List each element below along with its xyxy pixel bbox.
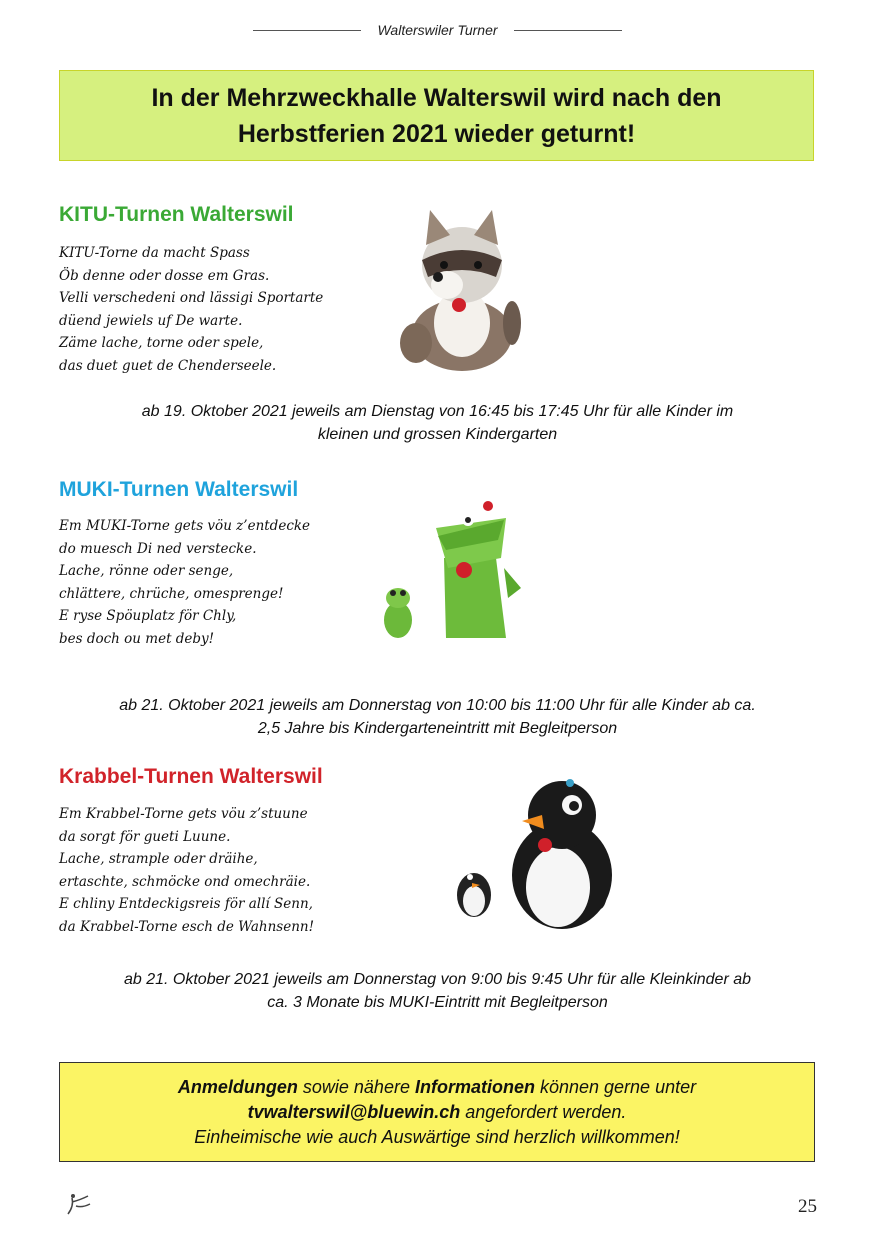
poem-line: da Krabbel-Torne esch de Wahnsenn! (59, 918, 315, 935)
poem-line: chlättere, chrüche, omesprenge! (59, 585, 284, 602)
poem-line: düend jewiels uf De warte. (59, 312, 243, 329)
schedule-line: 2,5 Jahre bis Kindergarteneintritt mit Begleitperson (257, 720, 618, 737)
schedule-line: ca. 3 Monate bis MUKI-Eintritt mit Begleitperson (267, 994, 608, 1011)
poem-line: Lache, strample oder dräihe, (59, 851, 258, 868)
text-fragment: angefordert werden. (460, 1101, 627, 1122)
poem-line: Em Krabbel-Torne gets vöu z’stuune (59, 806, 308, 822)
schedule-line: ab 21. Oktober 2021 jeweils am Donnerstag von 10:00 bis 11:00 Uhr für alle Kinder ab ca. (119, 697, 756, 714)
poem-line: Zäme lache, torne oder spele, (59, 335, 264, 352)
page-header (0, 20, 875, 40)
headline-banner (59, 70, 814, 161)
muki-title: MUKI-Turnen Walterswil (59, 478, 299, 501)
registration-line-1 (178, 1075, 696, 1100)
kitu-poem (59, 242, 323, 378)
text-fragment: können gerne unter (534, 1076, 697, 1097)
raccoon-puppet-icon (392, 205, 532, 375)
registration-line-3: Einheimische wie auch Auswärtige sind herzlich willkommen! (194, 1126, 680, 1147)
poem-line: KITU-Torne da macht Spass (59, 245, 250, 261)
poem-line: da sorgt för gueti Luune. (59, 828, 231, 845)
poem-line: das duet guet de Chenderseele. (59, 357, 277, 374)
krabbel-title: Krabbel-Turnen Walterswil (59, 765, 323, 788)
informationen-label: Informationen (414, 1076, 535, 1097)
poem-line: Öb denne oder dosse em Gras. (59, 267, 270, 284)
kitu-schedule (40, 400, 835, 446)
registration-info-box (59, 1062, 815, 1162)
header-rule-left (253, 30, 361, 31)
headline-text (151, 80, 721, 152)
crocodile-puppet-icon (376, 498, 536, 648)
poem-line: E ryse Spöuplatz för Chly, (59, 608, 237, 625)
krabbel-poem (59, 803, 314, 939)
poem-line: ertaschte, schmöcke ond omechräie. (59, 873, 311, 890)
penguin-puppet-icon (450, 775, 620, 935)
headline-line-1: In der Mehrzweckhalle Walterswil wird nach den (151, 83, 722, 112)
anmeldungen-label: Anmeldungen (177, 1076, 298, 1097)
headline-line-2: Herbstferien 2021 wieder geturnt! (237, 119, 636, 148)
header-title: Walterswiler Turner (377, 22, 498, 38)
text-fragment: sowie nähere (297, 1076, 415, 1097)
schedule-line: ab 19. Oktober 2021 jeweils am Dienstag von 16:45 bis 17:45 Uhr für alle Kinder im (141, 403, 734, 420)
registration-line-2 (248, 1100, 627, 1125)
header-rule-right (514, 30, 622, 31)
muki-poem (59, 515, 310, 651)
poem-line: E chliny Entdeckigsreis för allí Senn, (59, 896, 313, 913)
poem-line: Em MUKI-Torne gets vöu z’entdecke (59, 518, 311, 534)
poem-line: Velli verschedeni ond lässigi Sportarte (59, 290, 324, 307)
krabbel-schedule (40, 968, 835, 1014)
poem-line: do muesch Di ned verstecke. (59, 540, 257, 557)
page-number: 25 (798, 1196, 817, 1217)
email-link[interactable]: tvwalterswil@bluewin.ch (247, 1101, 461, 1122)
poem-line: Lache, rönne oder senge, (59, 563, 234, 580)
schedule-line: kleinen und grossen Kindergarten (317, 426, 558, 443)
gymnast-logo-icon (64, 1192, 94, 1218)
schedule-line: ab 21. Oktober 2021 jeweils am Donnerstag von 9:00 bis 9:45 Uhr für alle Kleinkinder ab (123, 971, 752, 988)
poem-line: bes doch ou met deby! (59, 630, 215, 647)
kitu-title: KITU-Turnen Walterswil (59, 203, 294, 226)
muki-schedule (40, 694, 835, 740)
